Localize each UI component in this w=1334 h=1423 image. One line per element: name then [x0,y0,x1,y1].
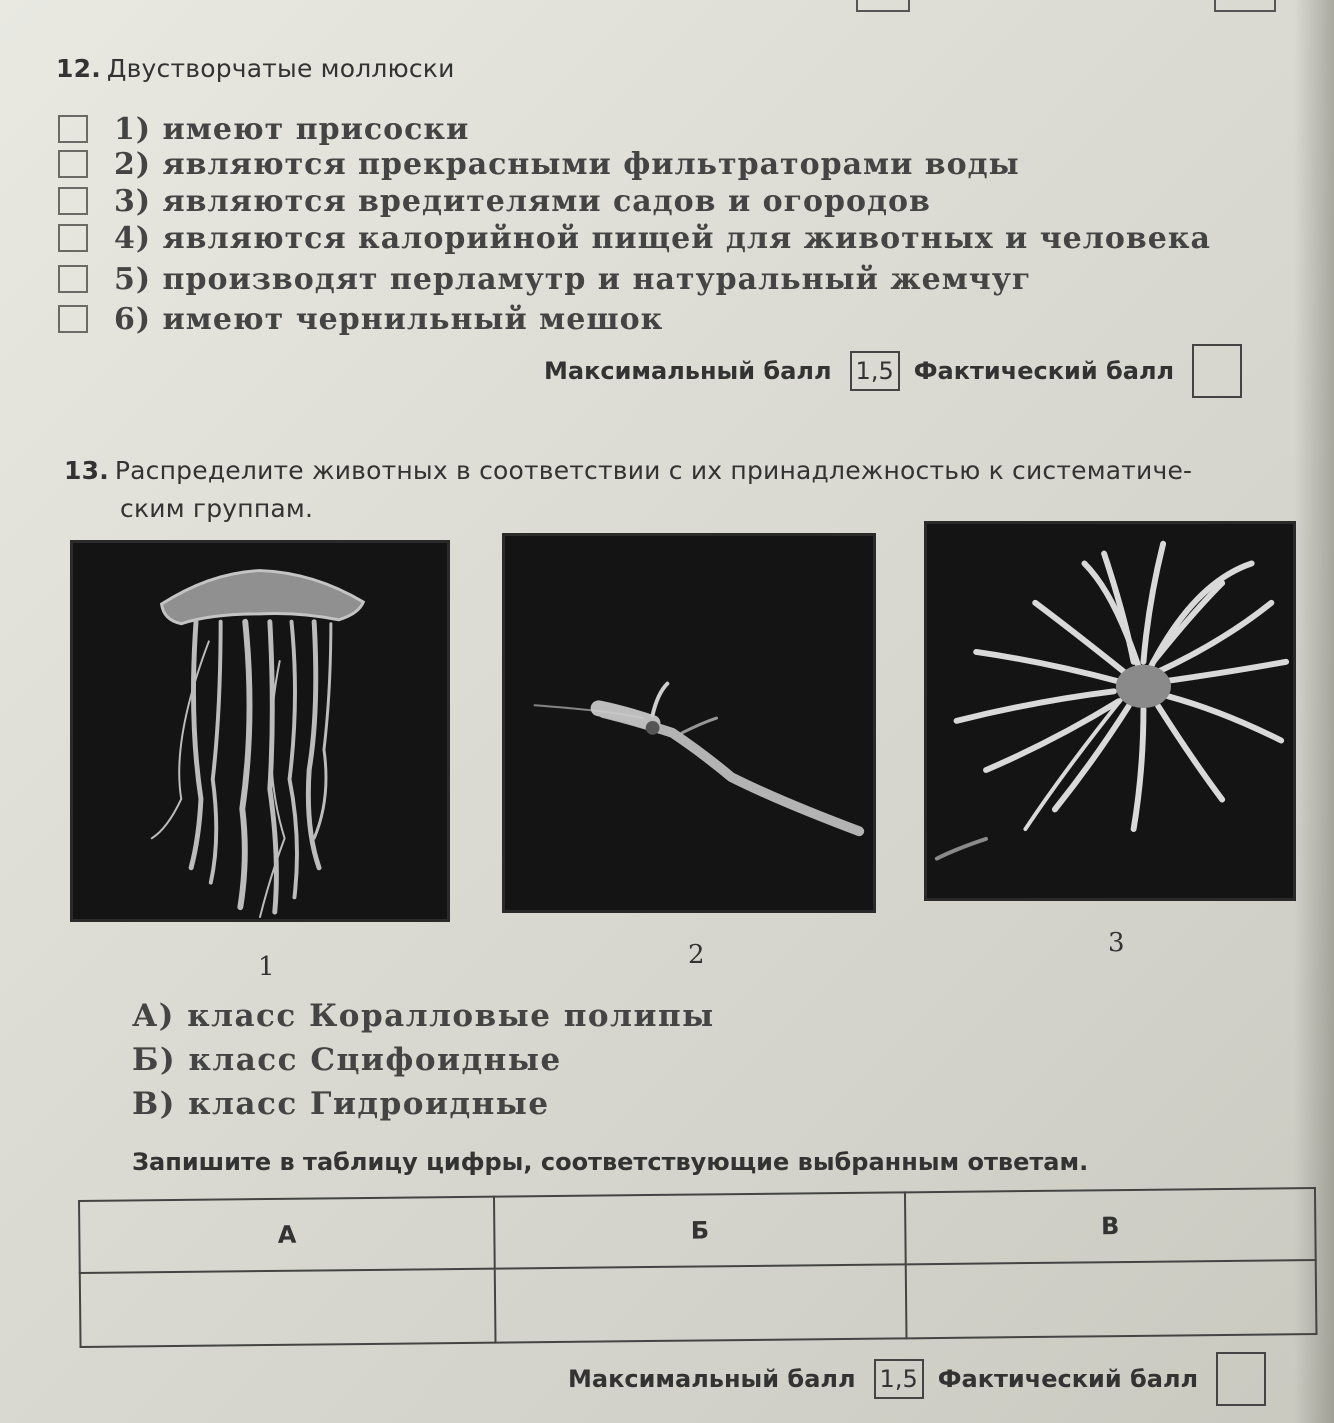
q13-answer-a: А) класс Коралловые полипы [132,998,715,1034]
q13-max-value: 1,5 [874,1359,924,1399]
q12-actual-label: Фактический балл [913,357,1175,385]
q12-option-5[interactable] [58,262,1031,296]
photo-label-2: 2 [688,940,705,970]
q13-actual-score-box[interactable] [1216,1352,1266,1406]
q12-max-label: Максимальный балл [544,357,832,385]
q13-actual-label: Фактический балл [937,1365,1199,1393]
q12-max-value: 1,5 [850,351,900,391]
top-answer-box [856,0,910,12]
table-header-b: Б [494,1192,905,1268]
photo-label-3: 3 [1108,928,1125,958]
q12-actual-score-box[interactable] [1192,344,1242,398]
table-answer-cell-b[interactable] [495,1264,906,1342]
q12-checkbox-3[interactable] [58,187,88,215]
table-header-a: А [79,1197,495,1273]
photo-2-hydra [502,533,876,913]
q12-checkbox-4[interactable] [58,224,88,252]
q12-number: 12. [56,54,101,83]
table-answer-cell-a[interactable] [80,1269,496,1347]
coral-polyp-image [927,524,1293,898]
q12-title: Двустворчатые моллюски [106,54,455,83]
q12-option-6[interactable] [58,302,663,336]
q13-number: 13. [64,456,109,485]
table-header-v: В [905,1188,1316,1264]
q12-checkbox-2[interactable] [58,150,88,178]
q13-max-label: Максимальный балл [568,1365,856,1393]
q13-answer-b: Б) класс Сцифоидные [132,1042,562,1078]
top-score-box [1214,0,1276,12]
q13-title-line2: ским группам. [120,494,314,523]
q13-instruction: Запишите в таблицу цифры, соответствующие выбранным ответам. [132,1148,1089,1176]
q13-answer-table [78,1187,1317,1348]
q13-heading [64,456,1192,485]
photo-3-coral-polyp [924,521,1296,901]
q12-checkbox-1[interactable] [58,115,88,143]
q12-option-text-2: 2) являются прекрасными фильтраторами воды [114,146,1020,182]
q13-answer-v: В) класс Гидроидные [132,1086,550,1122]
table-answer-row [80,1260,1317,1347]
q12-option-text-1: 1) имеют присоски [114,111,470,147]
q12-checkbox-6[interactable] [58,305,88,333]
q13-score-row [568,1352,1266,1406]
q12-heading [56,54,455,83]
q12-option-text-5: 5) производят перламутр и натуральный жемчуг [114,261,1032,297]
q12-option-text-4: 4) являются калорийной пищей для животных и человека [114,220,1211,256]
q13-title-line1: Распределите животных в соответствии с их принадлежностью к систематиче- [114,456,1193,485]
q12-checkbox-5[interactable] [58,265,88,293]
jellyfish-image [73,543,447,919]
photo-label-1: 1 [258,952,275,982]
q12-option-2[interactable] [58,147,1020,181]
hydra-image [505,536,873,910]
q12-option-text-6: 6) имеют чернильный мешок [114,301,664,337]
q12-option-1[interactable] [58,112,469,146]
q12-option-4[interactable] [58,221,1211,255]
q12-option-text-3: 3) являются вредителями садов и огородов [114,183,931,219]
photo-1-jellyfish [70,540,450,922]
q12-score-row [544,344,1242,398]
table-answer-cell-v[interactable] [905,1260,1316,1338]
table-header-row [79,1188,1316,1273]
q12-option-3[interactable] [58,184,931,218]
